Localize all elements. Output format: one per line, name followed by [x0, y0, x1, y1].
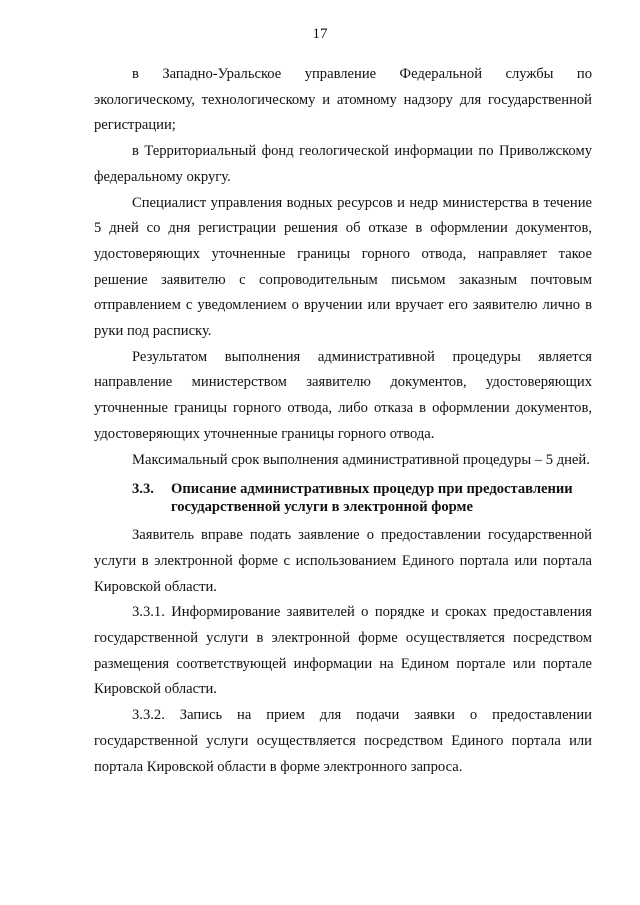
paragraph-recipient-ural: в Западно-Уральское управление Федеральной службы по экологическому, технологическому и атомному надзору для государственной регистрации;: [94, 66, 592, 134]
paragraph-procedure-result: Результатом выполнения административной процедуры является направление министерством заявителю документов, удостоверяющих уточненные границы горного отвода, либо отказа в оформлении документов, удостоверяющих уточненные границы горного отвода.: [94, 348, 592, 442]
section-title-line1: Описание административных процедур при предоставлении: [171, 481, 573, 498]
paragraph-3-3-1: 3.3.1. Информирование заявителей о порядке и сроках предоставления государственной услуги в электронной форме осуществляется посредством размещения соответствующей информации на Едином портале или портале Кировской области.: [94, 604, 592, 698]
document-body: [94, 62, 592, 780]
page-number: 17: [312, 26, 328, 42]
paragraph-max-term: Максимальный срок выполнения административной процедуры – 5 дней.: [132, 451, 590, 468]
section-title-line2: государственной услуги в электронной форме: [171, 499, 473, 516]
section-number: 3.3.: [132, 481, 154, 498]
paragraph-refusal-notice: Специалист управления водных ресурсов и недр министерства в течение 5 дней со дня регистрации решения об отказе в оформлении документов, удостоверяющих уточненные границы горного отвода, направляет такое решение заявителю с сопроводительным письмом заказным почтовым отправлением с уведомлением о вручении или вручает его заявителю лично в руки под расписку.: [94, 194, 592, 340]
paragraph-recipient-geofund: в Территориальный фонд геологической информации по Приволжскому федеральному округу.: [94, 143, 592, 185]
paragraph-electronic-application: Заявитель вправе подать заявление о предоставлении государственной услуги в электронной форме с использованием Единого портала или портала Кировской области.: [94, 527, 592, 595]
paragraph-3-3-2: 3.3.2. Запись на прием для подачи заявки о предоставлении государственной услуги осуществляется посредством Единого портала или портала Кировской области в форме электронного запроса.: [94, 707, 592, 775]
section-heading: [94, 480, 592, 516]
